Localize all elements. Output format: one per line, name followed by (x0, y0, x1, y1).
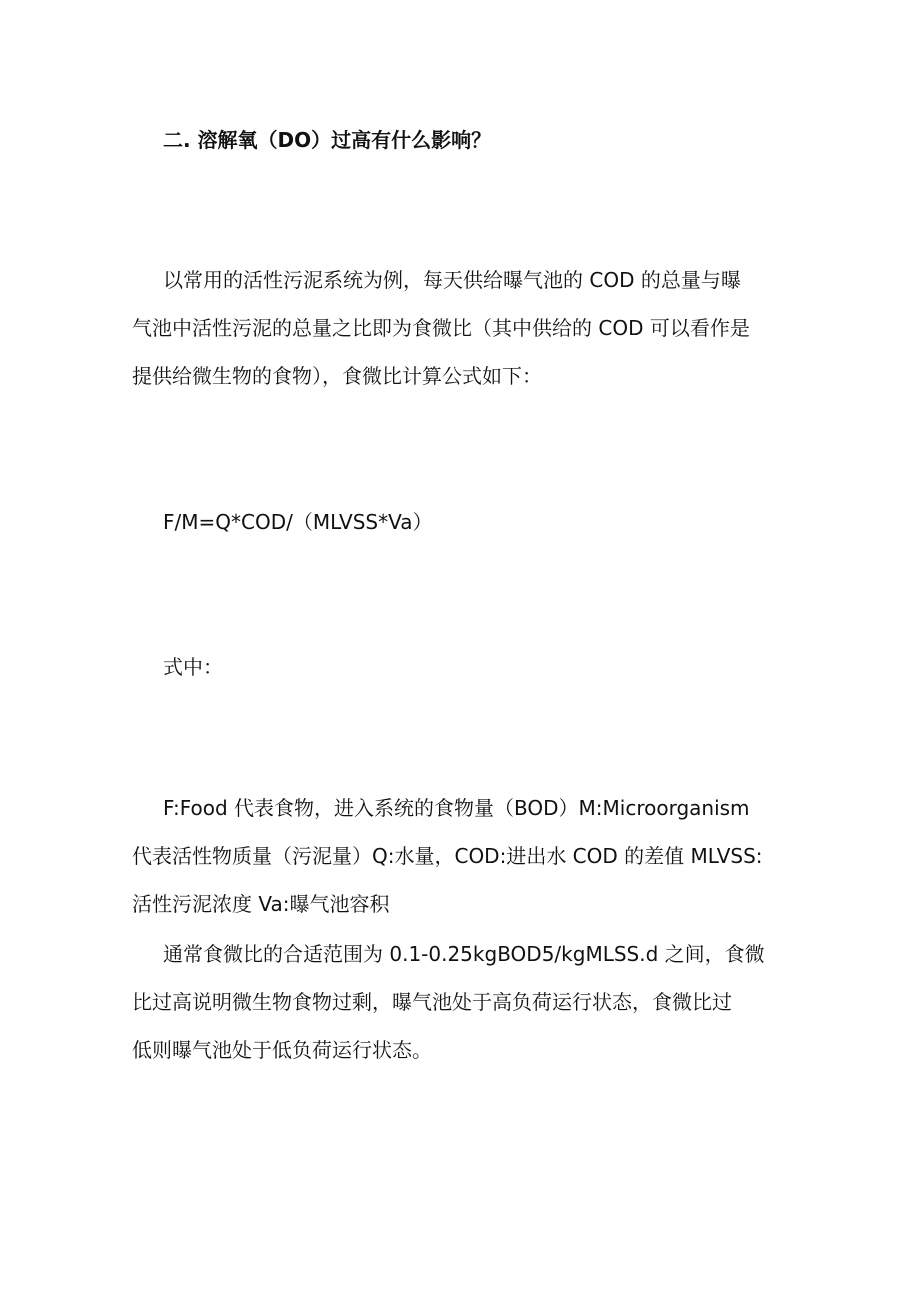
definition-paragraph (132, 784, 792, 928)
range-line-1: 通常食微比的合适范围为 0.1-0.25kgBOD5/kgMLSS.d 之间，食微 (163, 942, 765, 966)
section-heading: 二. 溶解氧（DO）过高有什么影响？ (163, 128, 492, 152)
intro-line-2: 气池中活性污泥的总量之比即为食微比（其中供给的 COD 可以看作是 (132, 316, 750, 340)
intro-line-1: 以常用的活性污泥系统为例，每天供给曝气池的 COD 的总量与曝 (163, 268, 741, 292)
intro-line-3: 提供给微生物的食物），食微比计算公式如下： (132, 364, 542, 388)
range-paragraph (132, 930, 792, 1074)
definition-line-3: 活性污泥浓度 Va:曝气池容积 (132, 892, 390, 916)
definition-line-2: 代表活性物质量（污泥量）Q:水量，COD:进出水 COD 的差值 MLVSS: (132, 844, 763, 868)
range-line-2: 比过高说明微生物食物过剩，曝气池处于高负荷运行状态，食微比过 (132, 990, 732, 1014)
intro-paragraph (132, 256, 792, 400)
formula-line: F/M=Q*COD/（MLVSS*Va） (163, 510, 433, 534)
formula-label: 式中： (163, 655, 223, 679)
range-line-3: 低则曝气池处于低负荷运行状态。 (132, 1038, 432, 1062)
definition-line-1: F:Food 代表食物，进入系统的食物量（BOD）M:Microorganism (163, 796, 750, 820)
